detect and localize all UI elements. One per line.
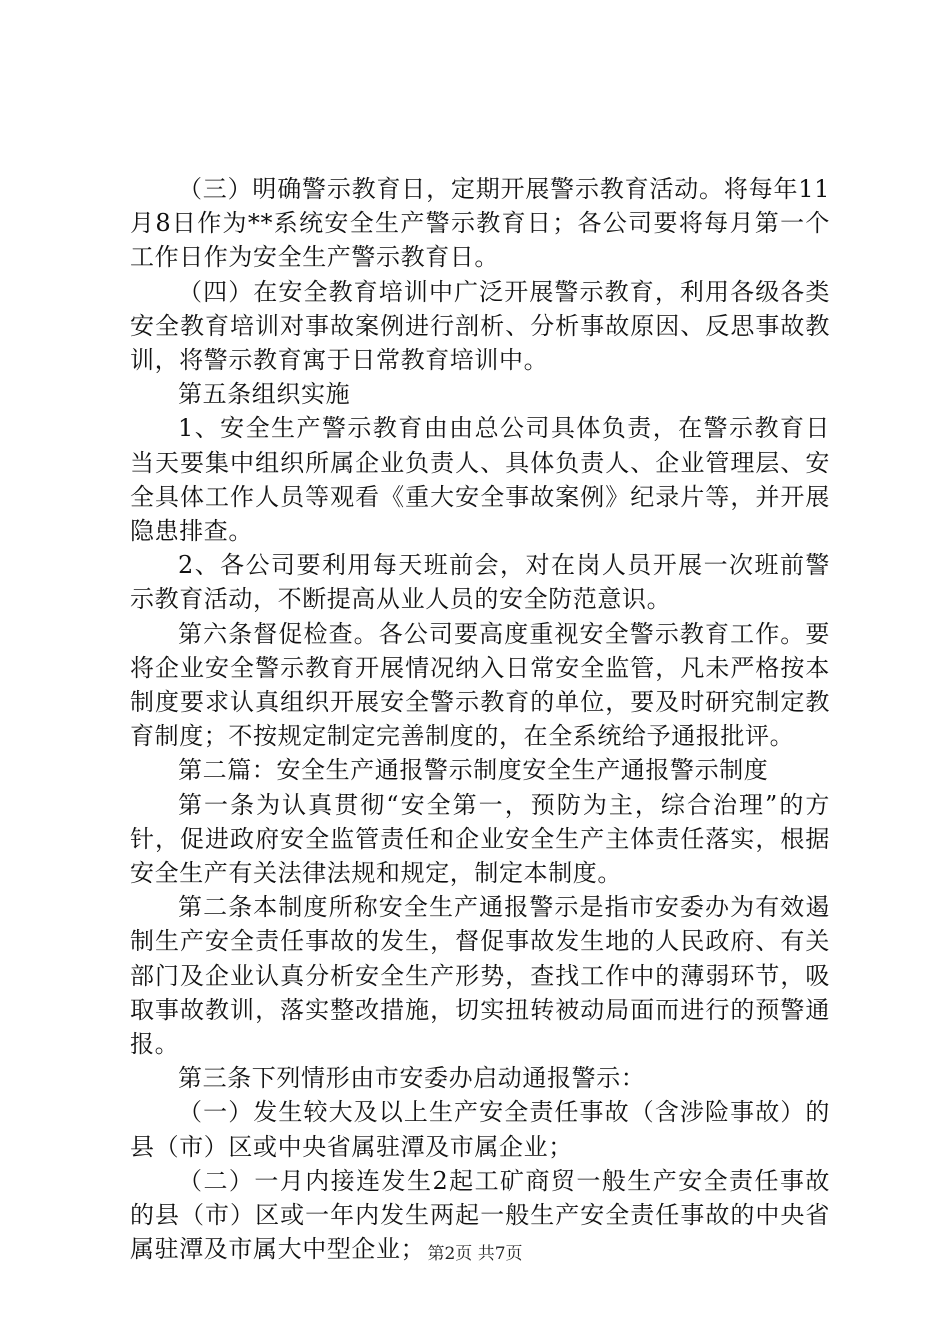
- paragraph-education-day: （三）明确警示教育日，定期开展警示教育活动。将每年11月8日作为**系统安全生产警示教育日；各公司要将每月第一个工作日作为安全生产警示教育日。: [130, 175, 830, 272]
- chapter-heading-part-2: 第二篇：安全生产通报警示制度安全生产通报警示制度: [178, 756, 769, 785]
- paragraph-case-1: （一）发生较大及以上生产安全责任事故（含涉险事故）的县（市）区或中央省属驻潭及市属企业；: [130, 1098, 830, 1161]
- section-heading-article-5: 第五条组织实施: [178, 380, 351, 409]
- paragraph-article-2: 第二条本制度所称安全生产通报警示是指市安委办为有效遏制生产安全责任事故的发生，督促事故发生地的人民政府、有关部门及企业认真分析安全生产形势，查找工作中的薄弱环节，吸取事故教训，落实整改措施，切实扭转被动局面而进行的预警通报。: [130, 893, 830, 1059]
- document-body: [130, 172, 830, 1267]
- paragraph-article-6: 第六条督促检查。各公司要高度重视安全警示教育工作。要将企业安全警示教育开展情况纳入日常安全监管，凡未严格按本制度要求认真组织开展安全警示教育的单位，要及时研究制定教育制度；不按规定制定完善制度的，在全系统给予通报批评。: [130, 619, 830, 751]
- paragraph-case-2: （二）一月内接连发生2起工矿商贸一般生产安全责任事故的县（市）区或一年内发生两起一般生产安全责任事故的中央省属驻潭及市属大中型企业；: [130, 1166, 830, 1264]
- paragraph-article-3: 第三条下列情形由市安委办启动通报警示：: [178, 1064, 646, 1093]
- paragraph-item-2: 2、各公司要利用每天班前会，对在岗人员开展一次班前警示教育活动，不断提高从业人员的安全防范意识。: [130, 551, 830, 614]
- paragraph-item-1: 1、安全生产警示教育由由总公司具体负责，在警示教育日当天要集中组织所属企业负责人、具体负责人、企业管理层、安全具体工作人员等观看《重大安全事故案例》纪录片等，并开展隐患排查。: [130, 414, 830, 546]
- paragraph-article-1: 第一条为认真贯彻“安全第一，预防为主，综合治理”的方针，促进政府安全监管责任和企业安全生产主体责任落实，根据安全生产有关法律法规和规定，制定本制度。: [130, 790, 830, 888]
- page-number-footer: 第2页 共7页: [427, 1244, 523, 1264]
- paragraph-training-warning: （四）在安全教育培训中广泛开展警示教育，利用各级各类安全教育培训对事故案例进行剖析、分析事故原因、反思事故教训，将警示教育寓于日常教育培训中。: [130, 277, 830, 375]
